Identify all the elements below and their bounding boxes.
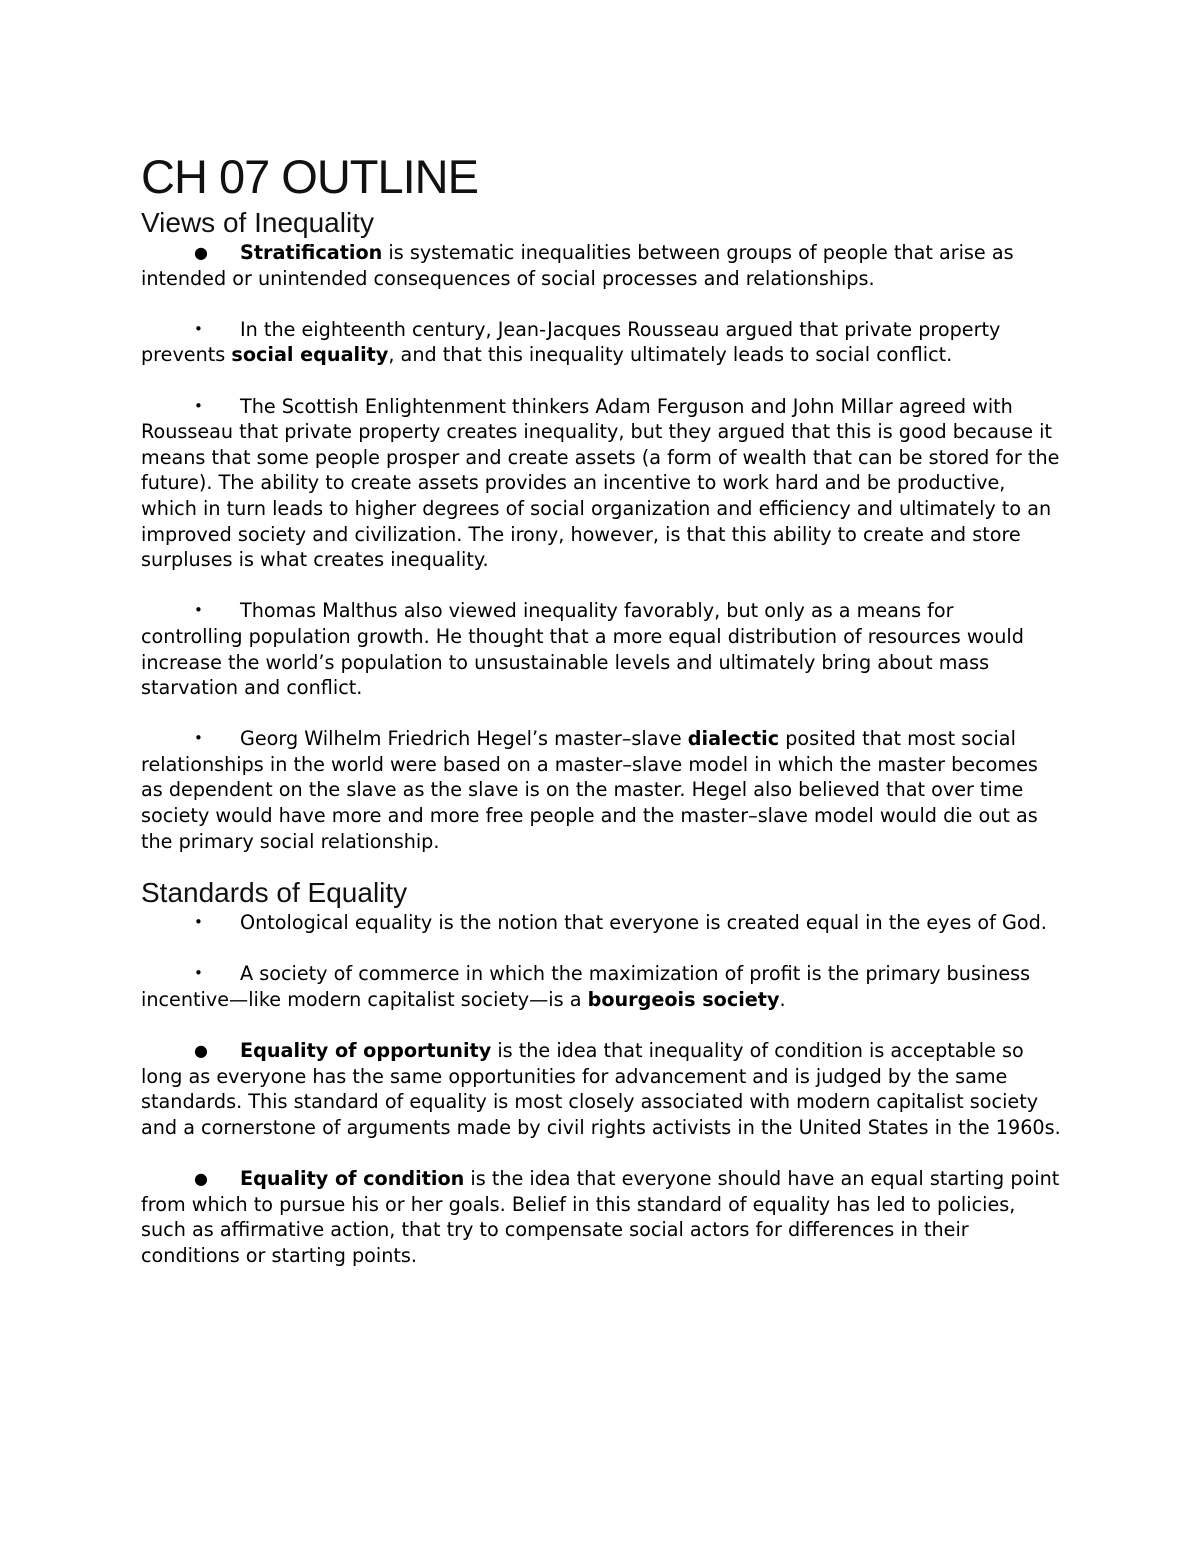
bullet-icon: • [194,396,203,415]
list-item-equality-of-opportunity [141,1038,1061,1140]
bullet-icon: ● [194,1041,208,1061]
item-text: is the idea that inequality of condition is acceptable so long as everyone has the same opportunities for advancement and is judged by the same standards. This standard of equality is most closely associated with modern capitalist society and a cornerstone of arguments made by civil rights activists in the United States in the 1960s. [141,1039,1061,1139]
key-term: Stratification [240,241,383,264]
key-term: social equality [231,343,389,367]
list-item-ontological-equality [141,910,1061,936]
item-text: A society of commerce in which the maximization of profit is the primary business incentive—like modern capitalist society—is a [141,962,1031,1012]
list-item-stratification [141,240,1061,291]
key-term: Equality of opportunity [240,1039,492,1063]
views-of-inequality-list [141,240,1061,854]
standards-of-equality-list [141,910,1061,1268]
item-text: is the idea that everyone should have an equal starting point from which to pursue his or her goals. Belief in this standard of equality has led to policies, such as affirmative action, that try to compensate social actors for differences in their conditions or starting points. [141,1167,1060,1267]
item-text: posited that most social relationships in the world were based on a master–slave model in which the master becomes as dependent on the slave as the slave is on the master. Hegel also believed that over time society would have more and more free people and the master–slave model would die out as the primary social relationship. [141,727,1038,853]
document-title: CH 07 OUTLINE [141,150,478,203]
bullet-icon: • [194,729,203,748]
list-item-malthus [141,598,1061,700]
list-item-hegel [141,726,1061,854]
key-term: Equality of condition [240,1167,465,1191]
item-text: Georg Wilhelm Friedrich Hegel’s master–slave [240,727,688,751]
bullet-icon: ● [194,1169,208,1189]
key-term: dialectic [687,727,780,751]
bullet-icon: • [194,601,203,620]
section-heading-views-of-inequality: Views of Inequality [141,207,374,238]
list-item-equality-of-condition [141,1166,1061,1268]
section-heading-standards-of-equality: Standards of Equality [141,877,408,909]
bullet-icon: • [194,319,203,338]
list-item-rousseau [141,317,1061,368]
document-page [141,148,1061,1269]
item-text: Thomas Malthus also viewed inequality favorably, but only as a means for controlling population growth. He thought that a more equal distribution of resources would increase the world’s population to unsustainable levels and ultimately bring about mass starvation and conflict. [141,599,1024,700]
item-text: is systematic inequalities between groups of people that arise as intended or unintended consequences of social processes and relationships. [141,241,1014,290]
list-item-bourgeois-society [141,961,1061,1012]
bullet-icon: • [194,913,203,932]
item-text: In the eighteenth century, Jean-Jacques Rousseau argued that private property prevents [141,317,1001,367]
item-text: . [779,988,786,1012]
item-text: , and that this inequality ultimately leads to social conflict. [388,343,953,367]
bullet-icon: ● [194,243,208,262]
bullet-icon: • [194,964,203,983]
key-term: bourgeois society [587,988,780,1012]
item-text: Ontological equality is the notion that everyone is created equal in the eyes of God. [240,911,1047,935]
item-text: The Scottish Enlightenment thinkers Adam Ferguson and John Millar agreed with Rousseau that private property creates inequality, but they argued that this is good because it means that some people prosper and create assets (a form of wealth that can be stored for the future). The ability to create assets provides an incentive to work hard and be productive, which in turn leads to higher degrees of social organization and efficiency and ultimately to an improved society and civilization. The irony, however, is that this ability to create and store surpluses is what creates inequality. [141,394,1060,572]
list-item-scottish-enlightenment [141,394,1061,573]
